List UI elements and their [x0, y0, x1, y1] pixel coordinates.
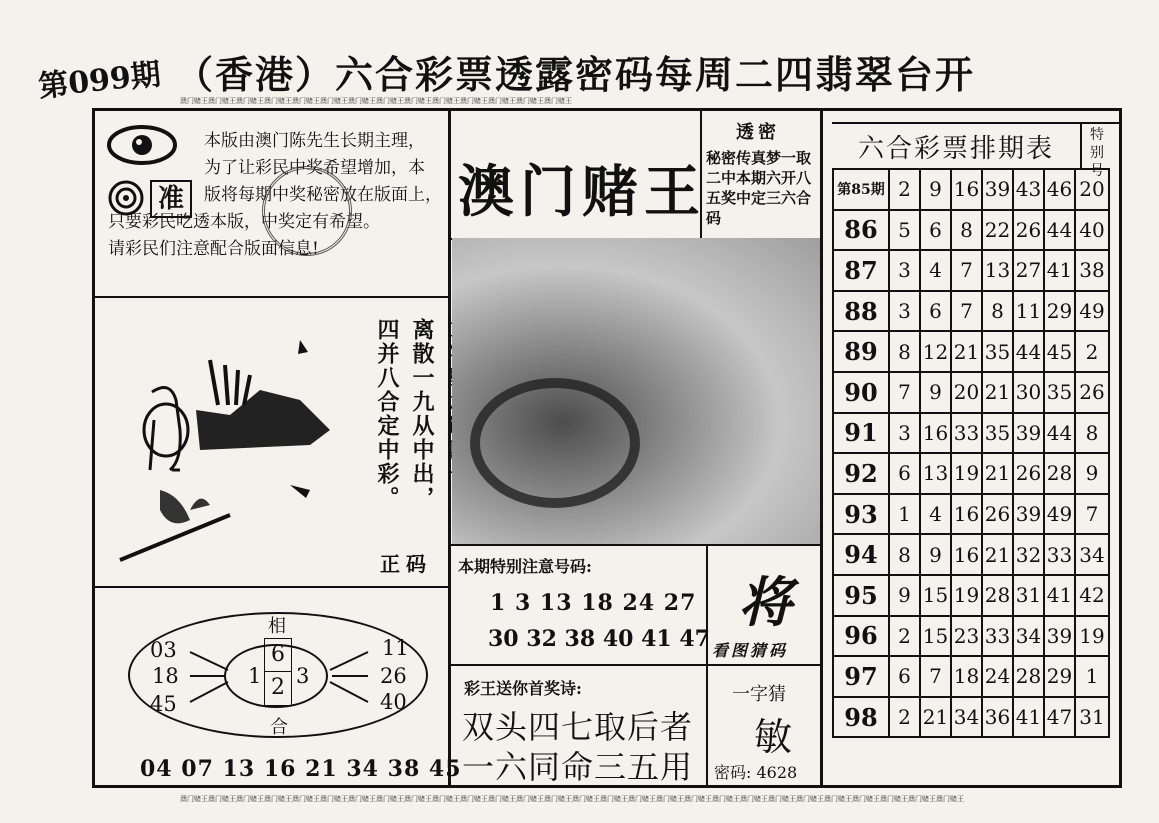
- oval-center-left: 1: [248, 664, 262, 688]
- zhengma-label: 正码: [380, 552, 432, 576]
- calligraphy-glyph: 将: [738, 570, 792, 634]
- number-cell: 6: [889, 453, 920, 494]
- number-cell: 4: [920, 250, 951, 291]
- special-cell: 31: [1075, 697, 1109, 738]
- number-cell: 31: [1013, 575, 1044, 616]
- seal-stamp: [262, 166, 352, 256]
- number-cell: 41: [1044, 250, 1075, 291]
- number-cell: 33: [951, 413, 982, 454]
- number-cell: 2: [889, 697, 920, 738]
- number-cell: 47: [1044, 697, 1075, 738]
- divider-intro: [92, 296, 450, 298]
- number-cell: 39: [982, 169, 1013, 210]
- number-cell: 33: [1044, 534, 1075, 575]
- number-cell: 29: [1044, 656, 1075, 697]
- issue-cell: 98: [833, 697, 889, 738]
- number-cell: 21: [982, 453, 1013, 494]
- number-cell: 16: [951, 494, 982, 535]
- number-cell: 24: [982, 656, 1013, 697]
- number-cell: 44: [1013, 331, 1044, 372]
- divider-riddle: [92, 586, 450, 588]
- oval-center-digit: 2: [271, 675, 285, 700]
- table-row: [833, 616, 1109, 657]
- issue-cell: 96: [833, 616, 889, 657]
- number-cell: 20: [951, 372, 982, 413]
- intro-line: 只要彩民吃透本版，中奖定有希望。: [108, 212, 380, 232]
- number-cell: 6: [920, 291, 951, 332]
- number-cell: 3: [889, 291, 920, 332]
- number-cell: 13: [982, 250, 1013, 291]
- number-cell: 6: [889, 656, 920, 697]
- special-cell: 42: [1075, 575, 1109, 616]
- number-cell: 27: [1013, 250, 1044, 291]
- number-cell: 32: [1013, 534, 1044, 575]
- brand-title: 澳门赌王: [458, 159, 706, 225]
- issue-cell: 95: [833, 575, 889, 616]
- number-cell: 9: [920, 372, 951, 413]
- number-cell: 39: [1013, 494, 1044, 535]
- number-cell: 5: [889, 210, 920, 251]
- number-cell: 49: [1044, 494, 1075, 535]
- dog-rock-illustration: [110, 320, 350, 570]
- number-cell: 46: [1044, 169, 1075, 210]
- table-row: [833, 210, 1109, 251]
- number-cell: 16: [951, 169, 982, 210]
- oval-top-label: 相: [268, 616, 286, 637]
- number-cell: 2: [889, 169, 920, 210]
- number-cell: 6: [920, 210, 951, 251]
- number-cell: 18: [951, 656, 982, 697]
- number-cell: 29: [1044, 291, 1075, 332]
- number-cell: 8: [889, 331, 920, 372]
- number-cell: 22: [982, 210, 1013, 251]
- number-cell: 35: [1044, 372, 1075, 413]
- special-numbers-row: 30 32 38 40 41 47: [488, 626, 710, 652]
- number-cell: 39: [1044, 616, 1075, 657]
- number-cell: 19: [951, 575, 982, 616]
- issue-cell: 87: [833, 250, 889, 291]
- table-row: [833, 575, 1109, 616]
- special-number-header: 特别号: [1090, 127, 1104, 179]
- number-cell: 7: [920, 656, 951, 697]
- number-cell: 8: [982, 291, 1013, 332]
- riddle-column: 离散一九从中出，: [409, 318, 435, 510]
- guess-character: 敏: [754, 715, 793, 759]
- divider-right: [820, 108, 823, 788]
- number-cell: 43: [1013, 169, 1044, 210]
- secret-text: 秘密传真梦一取二中本期六开八五奖中定三六合码: [706, 149, 812, 227]
- table-top-rule: [832, 122, 1120, 124]
- table-row: [833, 453, 1109, 494]
- number-cell: 9: [889, 575, 920, 616]
- number-cell: 45: [1044, 331, 1075, 372]
- number-cell: 4: [920, 494, 951, 535]
- issue-cell: 91: [833, 413, 889, 454]
- number-cell: 9: [920, 169, 951, 210]
- table-row: [833, 250, 1109, 291]
- oval-right-number: 11: [382, 636, 409, 660]
- oval-right-number: 26: [380, 664, 407, 688]
- calligraphy-caption: 看图猜码: [712, 641, 789, 660]
- divider-poem: [448, 664, 822, 666]
- oval-center-digit: 6: [265, 639, 291, 672]
- number-cell: 23: [951, 616, 982, 657]
- number-cell: 30: [1013, 372, 1044, 413]
- issue-cell: 90: [833, 372, 889, 413]
- number-cell: 8: [889, 534, 920, 575]
- number-cell: 33: [982, 616, 1013, 657]
- number-cell: 35: [982, 413, 1013, 454]
- number-cell: 16: [920, 413, 951, 454]
- table-row: [833, 494, 1109, 535]
- number-cell: 2: [889, 616, 920, 657]
- special-cell: 49: [1075, 291, 1109, 332]
- number-cell: 15: [920, 616, 951, 657]
- special-cell: 9: [1075, 453, 1109, 494]
- number-cell: 26: [1013, 210, 1044, 251]
- number-cell: 12: [920, 331, 951, 372]
- table-row: [833, 291, 1109, 332]
- bottom-border-strip: 澳门赌王澳门赌王澳门赌王澳门赌王澳门赌王澳门赌王澳门赌王澳门赌王澳门赌王澳门赌王澳门赌王澳门赌王澳门赌王澳门赌王澳门赌王澳门赌王澳门赌王澳门赌王澳门赌王澳门赌王澳门赌王澳门赌王澳门赌王澳门赌王澳门赌王澳门赌王澳门赌王澳门赌王: [180, 795, 964, 803]
- number-cell: 3: [889, 250, 920, 291]
- number-cell: 9: [920, 534, 951, 575]
- number-cell: 39: [1013, 413, 1044, 454]
- number-cell: 44: [1044, 210, 1075, 251]
- number-cell: 21: [982, 372, 1013, 413]
- table-row: [833, 372, 1109, 413]
- number-cell: 34: [951, 697, 982, 738]
- divider-calli: [706, 544, 708, 788]
- number-cell: 41: [1044, 575, 1075, 616]
- issue-cell: 第85期: [833, 169, 889, 210]
- number-cell: 21: [982, 534, 1013, 575]
- table-row: [833, 169, 1109, 210]
- issue-cell: 92: [833, 453, 889, 494]
- special-cell: 19: [1075, 616, 1109, 657]
- oval-center-right: 3: [296, 664, 310, 688]
- intro-line: 为了让彩民中奖希望增加，本: [204, 158, 425, 178]
- issue-cell: 89: [833, 331, 889, 372]
- number-cell: 21: [920, 697, 951, 738]
- oval-right-number: 40: [380, 690, 407, 714]
- draw-schedule-table: [832, 168, 1110, 738]
- intro-line: 本版由澳门陈先生长期主理，: [204, 131, 425, 151]
- table-header-divider: [1080, 122, 1082, 170]
- special-cell: 26: [1075, 372, 1109, 413]
- number-cell: 26: [1013, 453, 1044, 494]
- number-cell: 8: [951, 210, 982, 251]
- number-cell: 28: [1044, 453, 1075, 494]
- oval-center-stack: [264, 638, 292, 706]
- number-cell: 35: [982, 331, 1013, 372]
- number-cell: 13: [920, 453, 951, 494]
- oval-bottom-label: 合: [270, 717, 288, 738]
- issue-cell: 88: [833, 291, 889, 332]
- number-cell: 16: [951, 534, 982, 575]
- number-cell: 3: [889, 413, 920, 454]
- number-cell: 26: [982, 494, 1013, 535]
- number-cell: 7: [951, 250, 982, 291]
- issue-cell: 93: [833, 494, 889, 535]
- special-cell: 7: [1075, 494, 1109, 535]
- special-cell: 2: [1075, 331, 1109, 372]
- guess-label: 一字猜: [732, 684, 786, 705]
- top-border-strip: 澳门赌王澳门赌王澳门赌王澳门赌王澳门赌王澳门赌王澳门赌王澳门赌王澳门赌王澳门赌王澳门赌王澳门赌王澳门赌王澳门赌王: [180, 97, 572, 105]
- special-cell: 40: [1075, 210, 1109, 251]
- zhun-badge: 准: [150, 180, 192, 218]
- divider-photo: [448, 544, 822, 546]
- secret-code: 密码: 4628: [714, 763, 798, 782]
- riddle-column: 四并八合定中彩。: [374, 318, 400, 510]
- table-row: [833, 697, 1109, 738]
- special-cell: 1: [1075, 656, 1109, 697]
- roulette-wheel: [470, 378, 640, 508]
- number-cell: 41: [1013, 697, 1044, 738]
- special-cell: 8: [1075, 413, 1109, 454]
- table-title: 六合彩票排期表: [858, 134, 1055, 164]
- number-cell: 21: [951, 331, 982, 372]
- poem-line: 一六同命三五用: [462, 748, 694, 786]
- number-cell: 28: [1013, 656, 1044, 697]
- table-row: [833, 331, 1109, 372]
- number-cell: 11: [1013, 291, 1044, 332]
- number-cell: 28: [982, 575, 1013, 616]
- special-cell: 38: [1075, 250, 1109, 291]
- oval-left-number: 03: [150, 638, 177, 662]
- issue-cell: 86: [833, 210, 889, 251]
- table-row: [833, 413, 1109, 454]
- poem-line: 双头四七取后者: [462, 708, 694, 746]
- number-cell: 7: [951, 291, 982, 332]
- number-cell: 34: [1013, 616, 1044, 657]
- page-title: （香港）六合彩票透露密码每周二四翡翠台开: [175, 52, 976, 97]
- issue-cell: 94: [833, 534, 889, 575]
- issue-number: 第099期: [36, 57, 163, 105]
- issue-cell: 97: [833, 656, 889, 697]
- special-cell: 34: [1075, 534, 1109, 575]
- number-cell: 1: [889, 494, 920, 535]
- special-numbers-row: 1 3 13 18 24 27: [490, 590, 697, 616]
- table-row: [833, 656, 1109, 697]
- number-cell: 7: [889, 372, 920, 413]
- intro-line: 版将每期中奖秘密放在版面上，: [204, 185, 442, 205]
- number-cell: 19: [951, 453, 982, 494]
- intro-line: 请彩民们注意配合版面信息!: [108, 239, 319, 259]
- number-cell: 15: [920, 575, 951, 616]
- recommended-numbers: 04 07 13 16 21 34 38 45: [140, 756, 462, 782]
- special-numbers-label: 本期特别注意号码:: [458, 557, 592, 576]
- table-row: [833, 534, 1109, 575]
- poem-label: 彩王送你首奖诗:: [464, 679, 582, 698]
- special-cell: 20: [1075, 169, 1109, 210]
- secret-heading: 透密: [736, 122, 780, 143]
- number-cell: 36: [982, 697, 1013, 738]
- number-cell: 44: [1044, 413, 1075, 454]
- oval-left-number: 18: [152, 664, 179, 688]
- oval-left-number: 45: [150, 692, 177, 716]
